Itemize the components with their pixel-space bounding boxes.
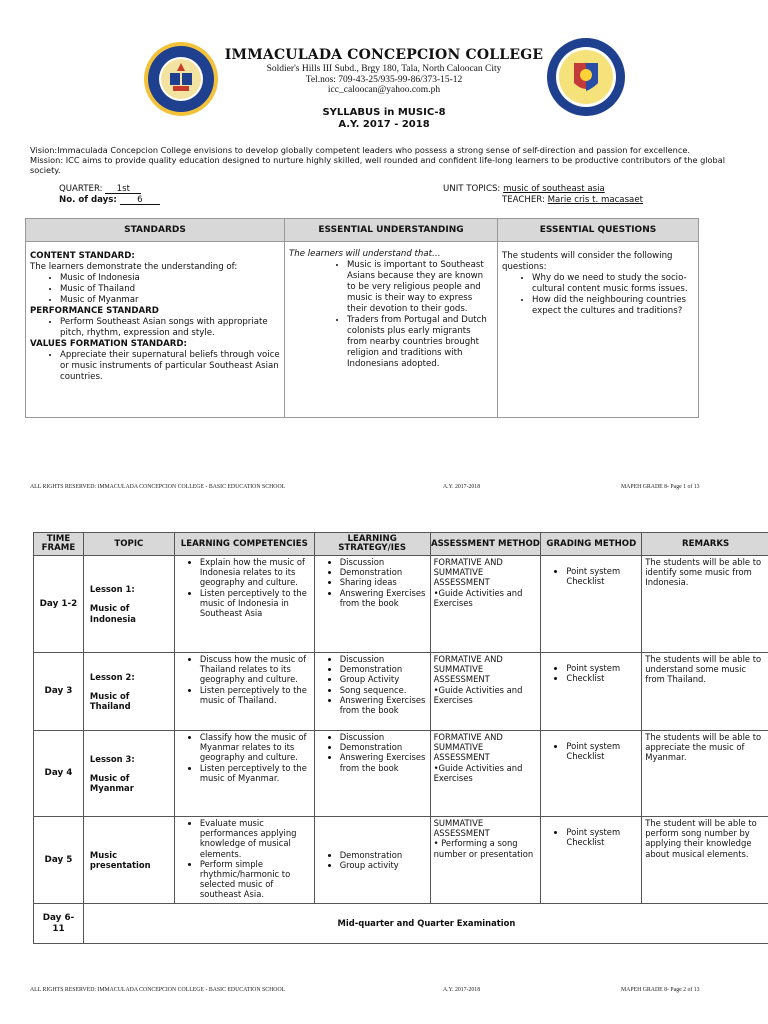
assessment-cell	[430, 731, 541, 817]
strategies-cell	[314, 731, 430, 817]
remarks-cell: The student will be able to perform song number by applying their knowledge about musical elements.	[642, 817, 768, 904]
mission-label: Mission:	[30, 155, 64, 165]
topic-cell	[83, 653, 174, 731]
assessment-head: FORMATIVE AND SUMMATIVE ASSESSMENT	[433, 654, 503, 685]
assessment-item: •Guide Activities and Exercises	[433, 684, 523, 705]
grading-cell	[541, 731, 642, 817]
competencies-cell	[174, 556, 314, 653]
list-item: • Perform simple rhythmic/harmonic to selected music of southeast Asia.	[200, 859, 311, 900]
content-standard-intro: The learners demonstrate the understanding of:	[30, 262, 238, 272]
list-item: • Point system Checklist	[566, 741, 638, 761]
days-label: No. of days:	[59, 195, 117, 205]
topic-lesson: Lesson 3:	[89, 753, 135, 764]
topic-title: Music presentation	[89, 849, 151, 870]
header-assessment-method: ASSESSMENT METHOD	[430, 533, 541, 556]
competencies-cell	[174, 653, 314, 731]
list-item: • Listen perceptively to the music of Thailand.	[200, 685, 311, 705]
assessment-item: •Guide Activities and Exercises	[433, 587, 523, 608]
exam-cell: Mid-quarter and Quarter Examination	[83, 904, 768, 944]
header-learning-competencies: LEARNING COMPETENCIES	[174, 533, 314, 556]
list-item: • Demonstration	[340, 567, 427, 577]
list-item: • Evaluate music performances applying knowledge of musical elements.	[200, 818, 311, 859]
strategies-cell	[314, 653, 430, 731]
standards-table	[25, 218, 699, 418]
list-item: • Answering Exercises from the book	[340, 695, 427, 715]
topic-lesson: Lesson 1:	[89, 584, 135, 595]
mission-text: ICC aims to provide quality education designed to nurture highly skilled, well rounded and confident life-long learners to be productive contributors of the global society.	[30, 155, 726, 175]
list-item: • Discussion	[340, 732, 427, 742]
list-item: • Discussion	[340, 654, 427, 664]
list-item: • Demonstration	[340, 742, 427, 752]
day-cell: Day 1-2	[34, 556, 84, 653]
academic-year: A.Y. 2017 - 2018	[338, 119, 430, 130]
assessment-item: • Performing a song number or presentation	[433, 838, 534, 859]
header-grading-method: GRADING METHOD	[541, 533, 642, 556]
list-item: • Music of Thailand	[60, 284, 280, 295]
list-item: • Traders from Portugal and Dutch colonists plus early migrants from nearby countries brought religion and traditions with Indonesians adopted.	[347, 315, 493, 370]
table-row	[34, 556, 768, 653]
topic-cell	[83, 731, 174, 817]
list-item: • Song sequence.	[340, 685, 427, 695]
syllabus-title: SYLLABUS in MUSIC-8	[322, 107, 446, 118]
list-item: • Why do we need to study the socio-cultural content music forms issues.	[532, 273, 694, 295]
questions-cell	[498, 242, 699, 418]
assessment-item: •Guide Activities and Exercises	[433, 762, 523, 783]
grading-cell	[541, 653, 642, 731]
list-item: • Appreciate their supernatural beliefs through voice or music instruments of particular Southeast Asian countries.	[60, 350, 280, 383]
footer-year: A.Y. 2017-2018	[443, 987, 481, 993]
list-item: • Music of Indonesia	[60, 273, 280, 284]
schedule-table	[33, 532, 768, 944]
performance-standard-label: PERFORMANCE STANDARD	[30, 306, 159, 316]
list-item: • Answering Exercises from the book	[340, 588, 427, 608]
competencies-cell	[174, 817, 314, 904]
day-cell: Day 4	[34, 731, 84, 817]
school-address: Soldier's Hills III Subd., Brgy 180, Tala, North Caloocan City	[266, 64, 502, 74]
header-topic: TOPIC	[83, 533, 174, 556]
list-item: • Discussion	[340, 557, 427, 567]
performance-standard-list	[30, 317, 280, 339]
days-field	[59, 195, 160, 205]
footer-page-number: MAPEH GRADE 8- Page 1 of 13	[621, 484, 700, 490]
list-item: • Group Activity	[340, 674, 427, 684]
vision-text: Immaculada Concepcion College envisions to develop globally competent leaders who possess a strong sense of self-direction and passion for excellence.	[57, 145, 690, 155]
list-item: • Group activity	[340, 860, 427, 870]
standards-cell	[26, 242, 285, 418]
quarter-label: QUARTER:	[59, 184, 103, 194]
understanding-list	[289, 260, 493, 370]
topic-cell	[83, 817, 174, 904]
day-cell: Day 5	[34, 817, 84, 904]
table-row	[34, 731, 768, 817]
list-item: • Sharing ideas	[340, 577, 427, 587]
days-value: 6	[120, 195, 160, 205]
grading-cell	[541, 817, 642, 904]
content-standard-label: CONTENT STANDARD:	[30, 251, 135, 261]
teacher-label: TEACHER:	[502, 195, 545, 205]
header-standards: STANDARDS	[26, 219, 285, 242]
values-standard-label: VALUES FORMATION STANDARD:	[30, 339, 187, 349]
questions-list	[502, 273, 694, 317]
vision-label: Vision:	[30, 145, 58, 155]
list-item: • Discuss how the music of Thailand relates to its geography and culture.	[200, 654, 311, 685]
assessment-head: SUMMATIVE ASSESSMENT	[433, 818, 490, 839]
list-item: • How did the neighbouring countries expect the cultures and traditions?	[532, 295, 694, 317]
list-item: • Classify how the music of Myanmar relates to its geography and culture.	[200, 732, 311, 763]
assessment-cell	[430, 817, 541, 904]
list-item: • Music is important to Southeast Asians because they are known to be very religious people and music is their way to express their devotion to their gods.	[347, 260, 493, 315]
footer-year: A.Y. 2017-2018	[443, 484, 481, 490]
footer-rights: ALL RIGHTS RESERVED: IMMACULADA CONCEPCION COLLEGE - BASIC EDUCATION SCHOOL	[30, 484, 286, 490]
assessment-cell	[430, 653, 541, 731]
footer-rights: ALL RIGHTS RESERVED: IMMACULADA CONCEPCION COLLEGE - BASIC EDUCATION SCHOOL	[30, 987, 286, 993]
syllabus-page-2	[0, 500, 768, 1024]
quarter-value: 1st	[105, 184, 141, 194]
header-time-frame: TIME FRAME	[34, 533, 84, 556]
list-item: • Perform Southeast Asian songs with appropriate pitch, rhythm, expression and style.	[60, 317, 280, 339]
exam-day-cell: Day 6-11	[34, 904, 84, 944]
list-item: • Demonstration	[340, 664, 427, 674]
header-remarks: REMARKS	[642, 533, 768, 556]
teacher-field	[502, 195, 643, 205]
list-item: • Point system Checklist	[566, 827, 638, 847]
questions-intro: The students will consider the following questions:	[502, 251, 673, 272]
remarks-cell: The students will be able to identify some music from Indonesia.	[642, 556, 768, 653]
list-item: • Music of Myanmar	[60, 295, 280, 306]
assessment-head: FORMATIVE AND SUMMATIVE ASSESSMENT	[433, 732, 503, 763]
header-essential-understanding: ESSENTIAL UNDERSTANDING	[285, 219, 498, 242]
grading-cell	[541, 556, 642, 653]
strategies-cell	[314, 817, 430, 904]
topic-title: Music of Myanmar	[89, 772, 134, 794]
assessment-cell	[430, 556, 541, 653]
list-item: • Point system	[566, 663, 638, 673]
teacher-value: Marie cris t. macasaet	[547, 195, 643, 205]
unit-label: UNIT TOPICS:	[443, 184, 501, 194]
school-name: IMMACULADA CONCEPCION COLLEGE	[224, 47, 544, 63]
competencies-cell	[174, 731, 314, 817]
unit-value: music of southeast asia	[503, 184, 605, 194]
footer-page-number: MAPEH GRADE 8- Page 2 of 13	[621, 987, 700, 993]
list-item: • Point system Checklist	[566, 566, 638, 586]
topic-cell	[83, 556, 174, 653]
header-essential-questions: ESSENTIAL QUESTIONS	[498, 219, 699, 242]
list-item: • Demonstration	[340, 850, 427, 860]
topic-title: Music of Thailand	[89, 690, 131, 712]
unit-topics-field	[443, 184, 605, 194]
school-phone: Tel.nos: 709-43-25/935-99-86/373-15-12	[305, 75, 463, 85]
table-row	[34, 904, 768, 944]
header-learning-strategies: LEARNING STRATEGY/IES	[314, 533, 430, 556]
table-row	[34, 653, 768, 731]
assessment-head: FORMATIVE AND SUMMATIVE ASSESSMENT	[433, 557, 503, 588]
school-email: icc_caloocan@yahoo.com.ph	[327, 85, 441, 95]
strategies-cell	[314, 556, 430, 653]
list-item: • Listen perceptively to the music of Myanmar.	[200, 763, 311, 783]
list-item: • Explain how the music of Indonesia relates to its geography and culture.	[200, 557, 311, 588]
remarks-cell: The students will be able to understand some music from Thailand.	[642, 653, 768, 731]
quarter-field	[59, 184, 141, 194]
remarks-cell: The students will be able to appreciate the music of Myanmar.	[642, 731, 768, 817]
list-item: • Checklist	[566, 673, 638, 683]
table-row	[34, 817, 768, 904]
syllabus-page-1	[0, 0, 768, 500]
understanding-intro: The learners will understand that…	[289, 249, 441, 259]
day-cell: Day 3	[34, 653, 84, 731]
vision-mission	[30, 145, 744, 175]
list-item: • Listen perceptively to the music of Indonesia in Southeast Asia	[200, 588, 311, 619]
topic-lesson: Lesson 2:	[89, 671, 135, 682]
values-standard-list	[30, 350, 280, 383]
topic-title: Music of Indonesia	[89, 603, 136, 624]
understanding-cell	[285, 242, 498, 418]
content-standard-list	[30, 273, 280, 306]
list-item: • Answering Exercises from the book	[340, 752, 427, 772]
